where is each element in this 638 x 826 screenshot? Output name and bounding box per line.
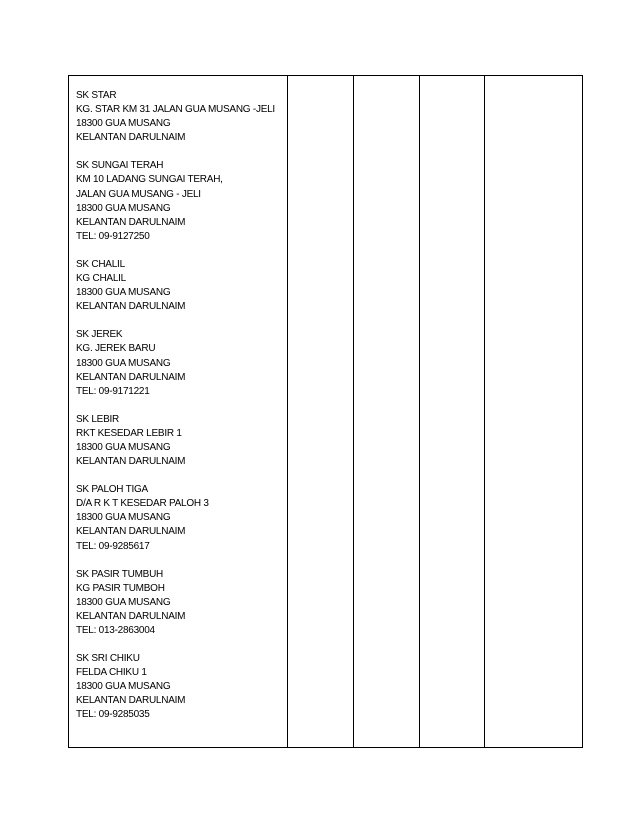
school-entry bbox=[76, 89, 287, 145]
state-line: KELANTAN DARULNAIM bbox=[76, 526, 186, 538]
state-line: KELANTAN DARULNAIM bbox=[76, 301, 186, 313]
postcode-line: 18300 GUA MUSANG bbox=[76, 287, 171, 299]
state-line: KELANTAN DARULNAIM bbox=[76, 610, 186, 622]
address-line: KM 10 LADANG SUNGAI TERAH, bbox=[76, 174, 223, 186]
address-line: KG PASIR TUMBOH bbox=[76, 582, 165, 594]
empty-column bbox=[354, 76, 420, 747]
phone-line: TEL: 09-9285617 bbox=[76, 540, 150, 552]
address-line: FELDA CHIKU 1 bbox=[76, 667, 147, 679]
school-name: SK LEBIR bbox=[76, 413, 120, 425]
empty-column bbox=[420, 76, 485, 747]
school-entry bbox=[76, 159, 287, 244]
empty-column bbox=[288, 76, 354, 747]
postcode-line: 18300 GUA MUSANG bbox=[76, 596, 171, 608]
address-line: KG CHALIL bbox=[76, 273, 126, 285]
postcode-line: 18300 GUA MUSANG bbox=[76, 202, 171, 214]
school-name: SK STAR bbox=[76, 90, 117, 101]
state-line: KELANTAN DARULNAIM bbox=[76, 216, 186, 228]
phone-line: TEL: 09-9171221 bbox=[76, 385, 150, 397]
address-line: JALAN GUA MUSANG - JELI bbox=[76, 188, 201, 200]
state-line: KELANTAN DARULNAIM bbox=[76, 695, 186, 707]
school-entry bbox=[76, 328, 287, 398]
postcode-line: 18300 GUA MUSANG bbox=[76, 441, 171, 453]
school-name: SK JEREK bbox=[76, 329, 123, 341]
school-entry bbox=[76, 652, 287, 722]
address-column bbox=[69, 76, 288, 747]
school-address-table bbox=[68, 75, 583, 748]
school-name: SK CHALIL bbox=[76, 258, 125, 270]
school-name: SK SRI CHIKU bbox=[76, 653, 140, 665]
school-entry bbox=[76, 568, 287, 638]
state-line: KELANTAN DARULNAIM bbox=[76, 456, 186, 468]
postcode-line: 18300 GUA MUSANG bbox=[76, 681, 171, 693]
address-line: RKT KESEDAR LEBIR 1 bbox=[76, 427, 182, 439]
address-line: KG. JEREK BARU bbox=[76, 343, 156, 355]
school-name: SK SUNGAI TERAH bbox=[76, 160, 164, 172]
state-line: KELANTAN DARULNAIM bbox=[76, 132, 186, 144]
postcode-line: 18300 GUA MUSANG bbox=[76, 357, 171, 369]
school-entry bbox=[76, 413, 287, 469]
postcode-line: 18300 GUA MUSANG bbox=[76, 512, 171, 524]
address-line: D/A R K T KESEDAR PALOH 3 bbox=[76, 498, 209, 510]
postcode-line: 18300 GUA MUSANG bbox=[76, 118, 171, 130]
phone-line: TEL: 09-9285035 bbox=[76, 709, 150, 721]
school-entry bbox=[76, 258, 287, 314]
phone-line: TEL: 013-2863004 bbox=[76, 625, 155, 636]
empty-column bbox=[485, 76, 582, 747]
phone-line: TEL: 09-9127250 bbox=[76, 230, 150, 242]
address-line: KG. STAR KM 31 JALAN GUA MUSANG -JELI bbox=[76, 104, 275, 116]
school-entry bbox=[76, 483, 287, 553]
school-name: SK PALOH TIGA bbox=[76, 484, 148, 496]
state-line: KELANTAN DARULNAIM bbox=[76, 371, 186, 383]
school-name: SK PASIR TUMBUH bbox=[76, 568, 164, 580]
